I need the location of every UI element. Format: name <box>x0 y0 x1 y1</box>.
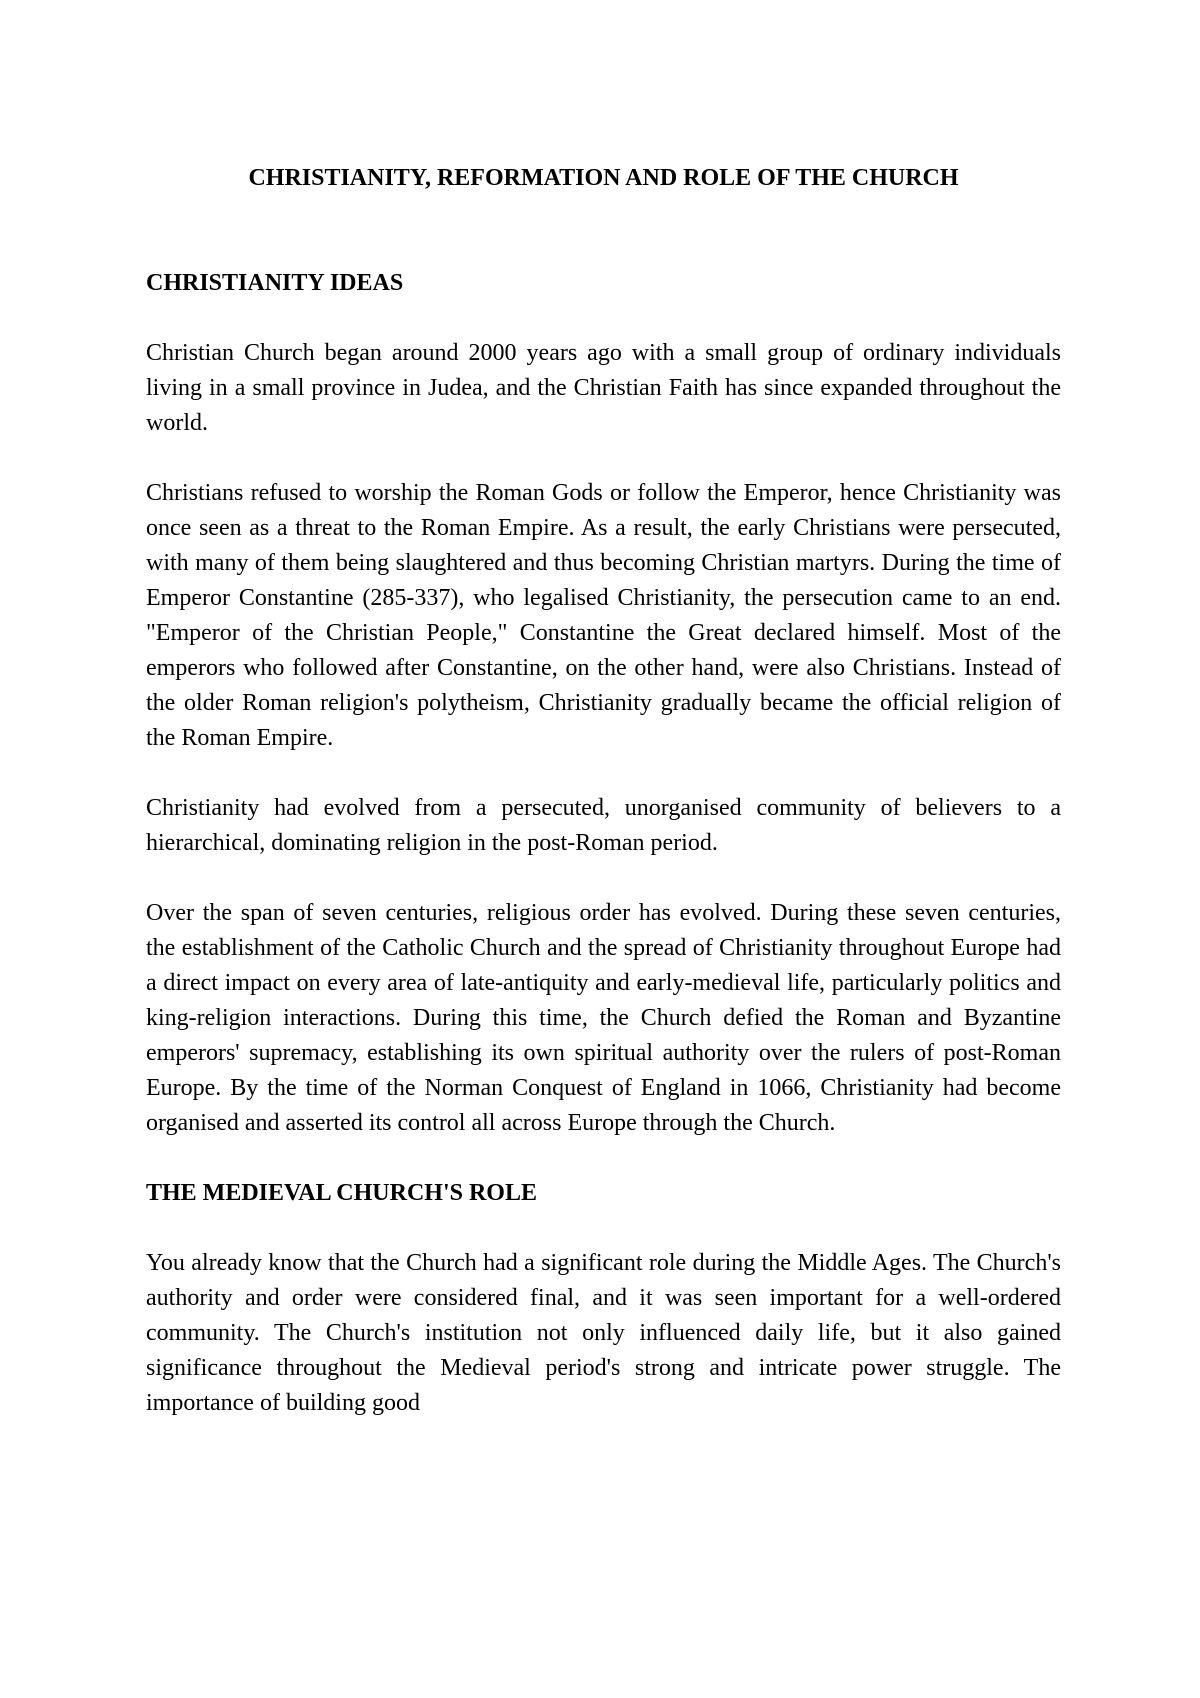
paragraph-evolution: Christianity had evolved from a persecuted, unorganised community of believers to a hierarchical, dominating religion in the post-Roman period. <box>146 795 1061 856</box>
paragraph-middle-ages-role: You already know that the Church had a significant role during the Middle Ages. The Church's authority and order were considered final, and it was seen important for a well-ordered community. The Church's institution not only influenced daily life, but it also gained significance throughout the Medieval period's strong and intricate power struggle. The importance of building good <box>146 1250 1061 1416</box>
section-heading-christianity-ideas: CHRISTIANITY IDEAS <box>146 270 404 296</box>
paragraph-persecution: Christians refused to worship the Roman Gods or follow the Emperor, hence Christianity was once seen as a threat to the Roman Empire. As a result, the early Christians were persecuted, with many of them being slaughtered and thus becoming Christian martyrs. During the time of Emperor Constantine (285-337), who legalised Christianity, the persecution came to an end. "Emperor of the Christian People," Constantine the Great declared himself. Most of the emperors who followed after Constantine, on the other hand, were also Christians. Instead of the older Roman religion's polytheism, Christianity gradually became the official religion of the Roman Empire. <box>146 480 1061 751</box>
document-title: CHRISTIANITY, REFORMATION AND ROLE OF THE CHURCH <box>248 165 959 191</box>
section-heading-medieval-church-role: THE MEDIEVAL CHURCH'S ROLE <box>146 1180 537 1206</box>
document-page <box>146 160 1061 1456</box>
paragraph-seven-centuries: Over the span of seven centuries, religious order has evolved. During these seven centuries, the establishment of the Catholic Church and the spread of Christianity throughout Europe had a direct impact on every area of late-antiquity and early-medieval life, particularly politics and king-religion interactions. During this time, the Church defied the Roman and Byzantine emperors' supremacy, establishing its own spiritual authority over the rulers of post-Roman Europe. By the time of the Norman Conquest of England in 1066, Christianity had become organised and asserted its control all across Europe through the Church. <box>146 900 1061 1136</box>
paragraph-origins: Christian Church began around 2000 years ago with a small group of ordinary individuals living in a small province in Judea, and the Christian Faith has since expanded throughout the world. <box>146 340 1061 436</box>
